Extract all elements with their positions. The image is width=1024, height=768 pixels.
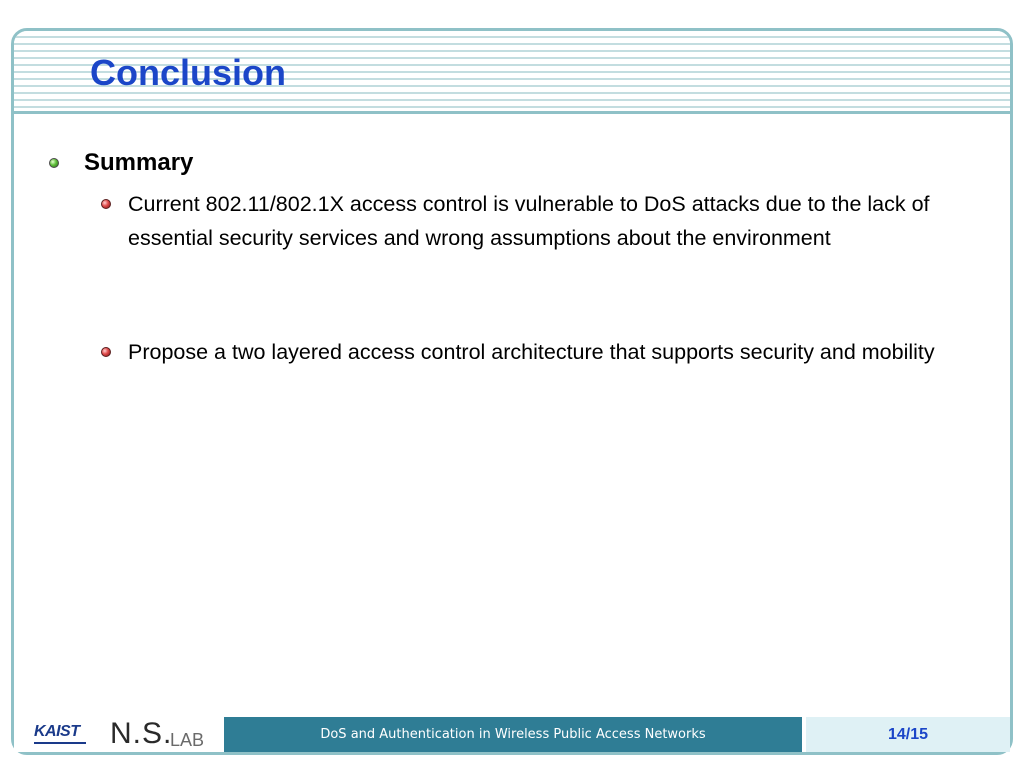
slide-content: [14, 31, 1010, 752]
slide-frame: [11, 28, 1013, 755]
green-orb-bullet-icon: [49, 158, 59, 168]
lab-logo: [14, 717, 224, 752]
sub-bullet-vulnerability: Current 802.11/802.1X access control is vulnerable to DoS attacks due to the lack of essential security services and wrong assumptions about the environment: [128, 192, 930, 250]
page-number: 14/15: [806, 717, 1010, 752]
slide-footer: [11, 717, 1013, 755]
lab-logo-text: LAB: [170, 730, 205, 750]
slide-title: Conclusion: [90, 52, 286, 93]
kaist-logo: KAIST: [34, 723, 80, 740]
ns-logo: N.S.: [110, 717, 173, 750]
red-orb-bullet-icon: [101, 199, 111, 209]
kaist-logo-underline: [34, 742, 86, 744]
red-orb-bullet-icon: [101, 347, 111, 357]
bullet-summary: Summary: [84, 149, 194, 176]
sub-bullet-proposal: Propose a two layered access control architecture that supports security and mobility: [128, 340, 935, 364]
presentation-title: DoS and Authentication in Wireless Public Access Networks: [224, 717, 802, 752]
